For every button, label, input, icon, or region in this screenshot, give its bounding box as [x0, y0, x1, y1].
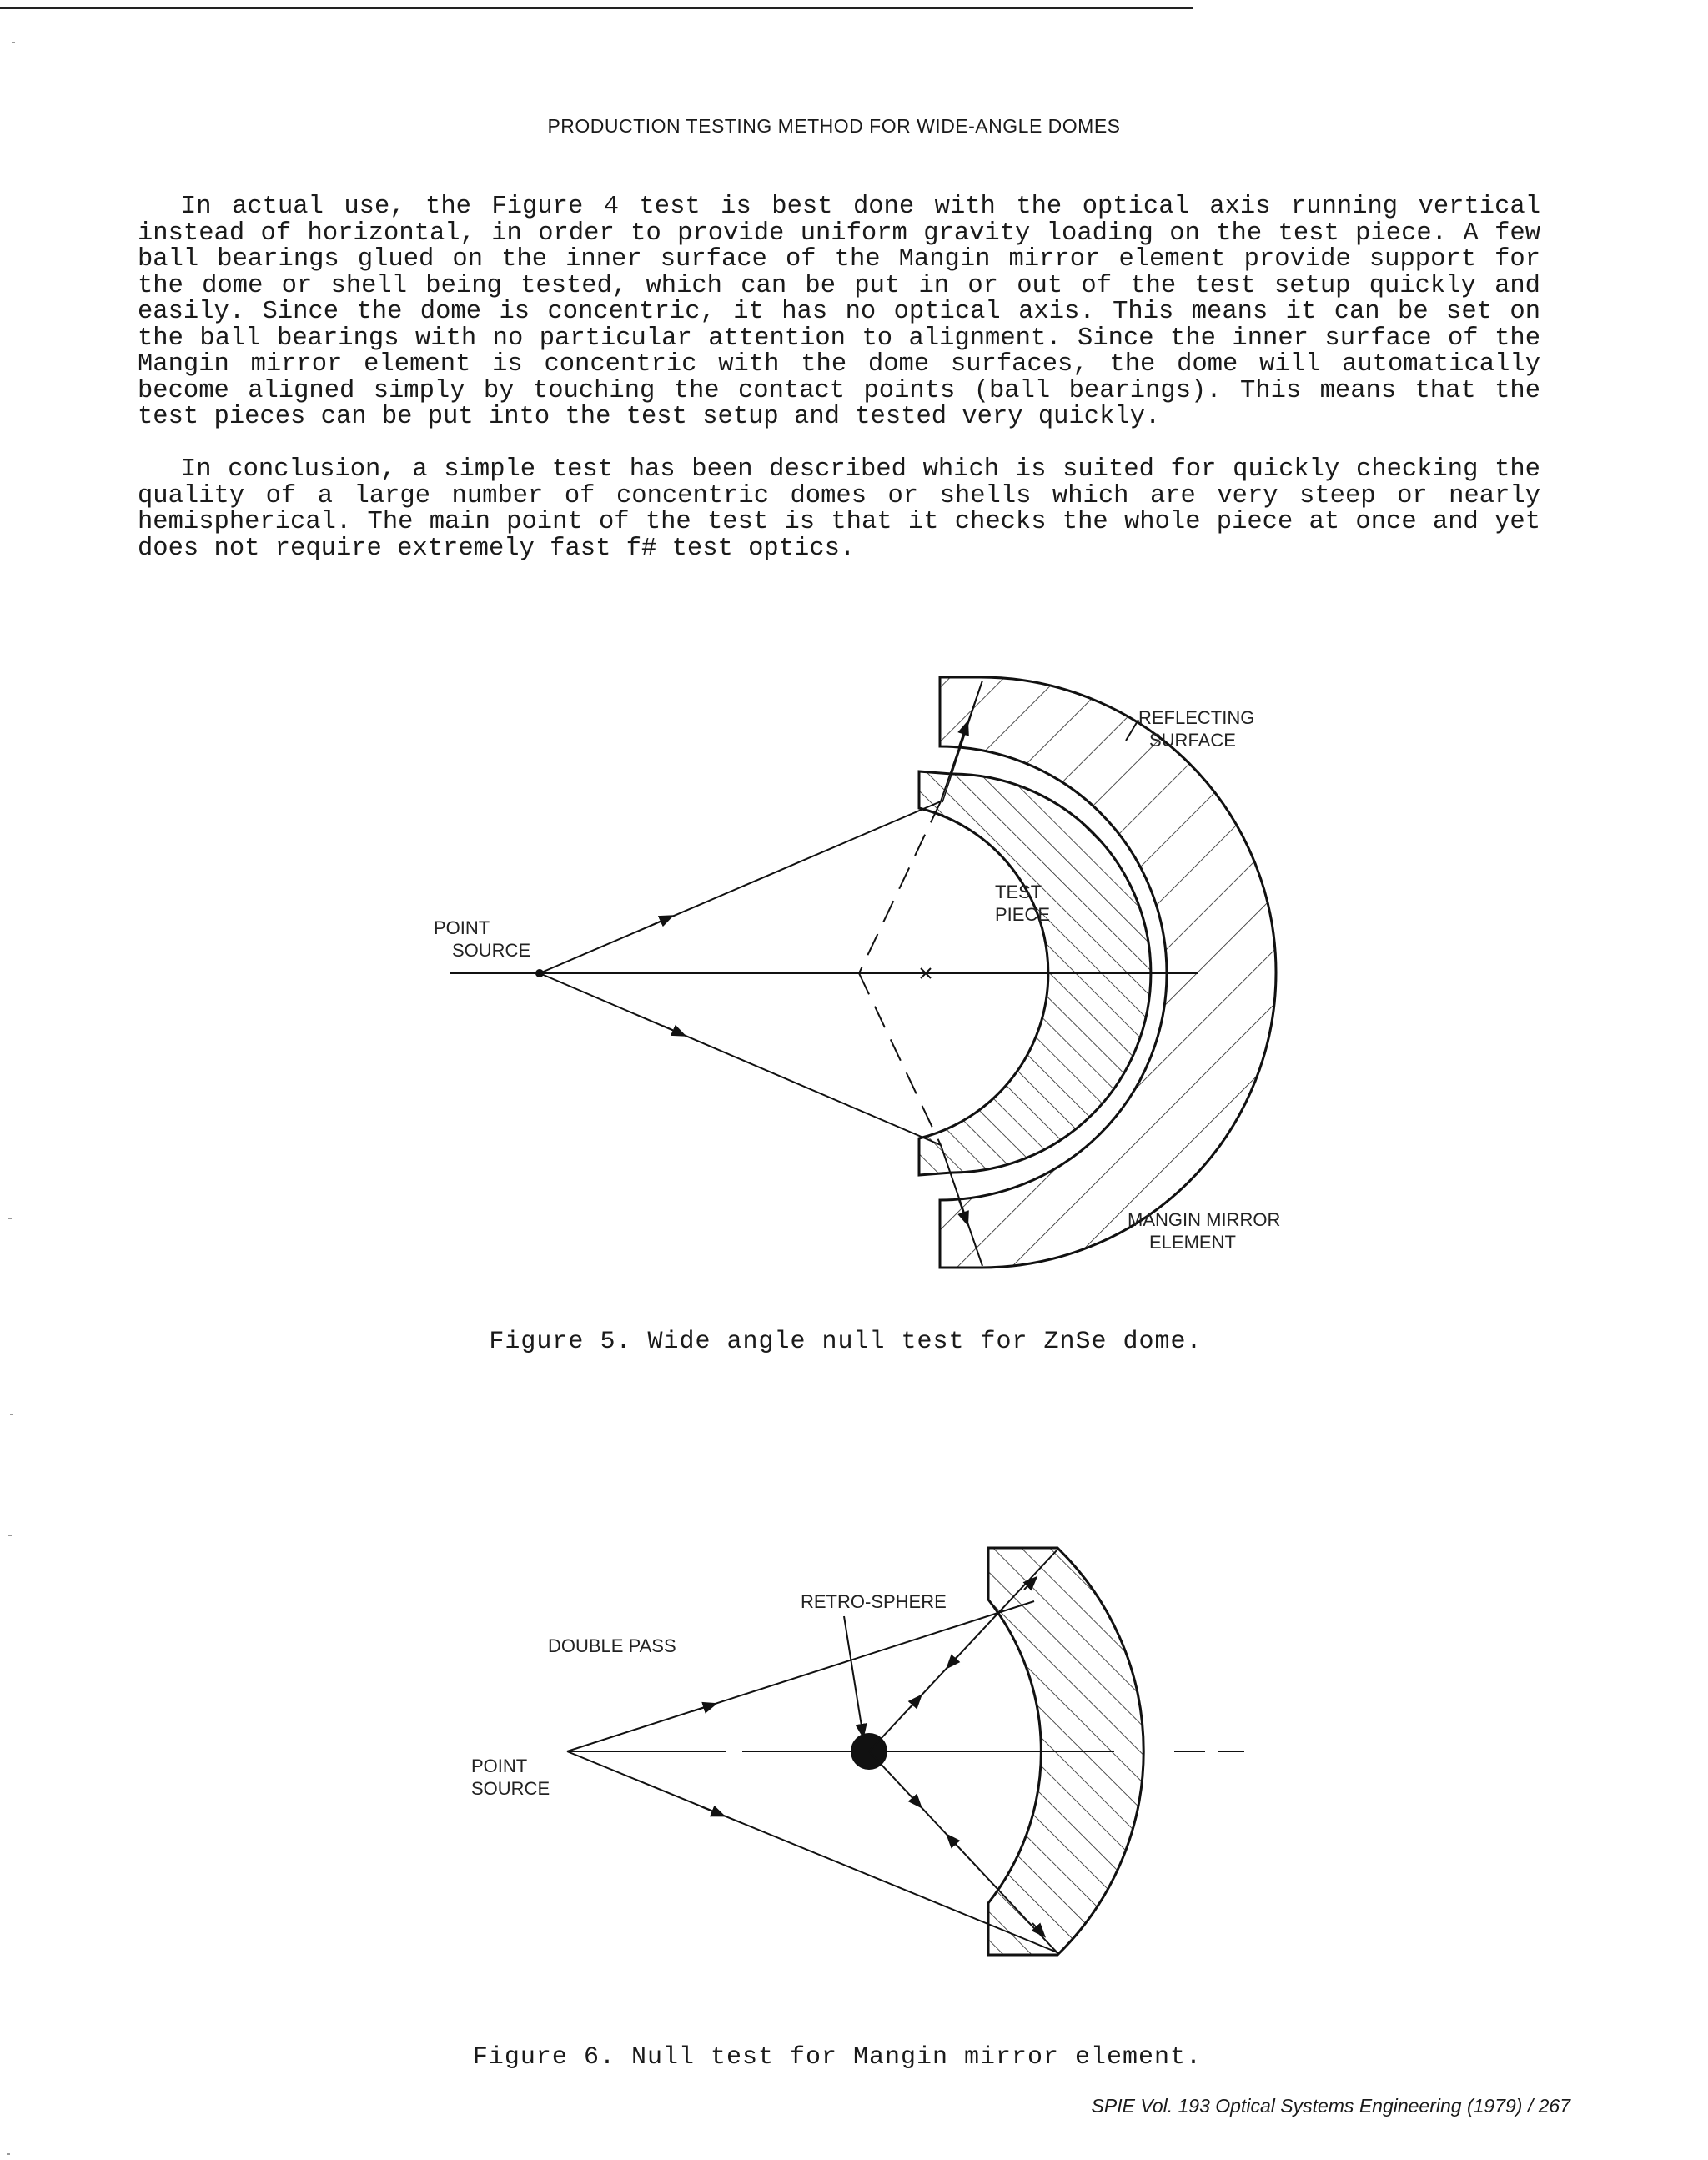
label-source: SOURCE [452, 940, 531, 961]
paragraph-2-text: In conclusion, a simple test has been described which is suited for quickly checking the quality of a large number of concentric domes or shells which are very steep or nearly hemispherical. The main point of the test is that it checks the whole piece at once and yet does not require extremely fast f# test optics. [138, 455, 1540, 563]
scan-speck [7, 2153, 10, 2155]
figure-5 [0, 651, 1708, 1368]
paragraph-1-text: In actual use, the Figure 4 test is best done with the optical axis running vertical instead of horizontal, in order to provide uniform gravity loading on the test piece. A few ball bearings glued on the inner surface of the Mangin mirror element provide support for the dome or shell being tested, which can be put in or out of the test setup quickly and easily. Since the dome is concentric, it has no optical axis. This means it can be set on the ball bearings with no particular attention to alignment. Since the inner surface of the Mangin mirror element is concentric with the dome surfaces, the dome will automatically become aligned simply by touching the contact points (ball bearings). This means that the test pieces can be put into the test setup and tested very quickly. [138, 193, 1540, 431]
label-point-6: POINT [471, 1756, 528, 1776]
ray-upper [540, 801, 941, 973]
figure-6-diagram [0, 1518, 1708, 2035]
figure-6 [0, 1518, 1708, 2035]
label-retro-sphere: RETRO-SPHERE [801, 1591, 947, 1612]
label-point: POINT [434, 917, 490, 938]
figure-5-caption: Figure 5. Wide angle null test for ZnSe dome. [489, 1328, 1203, 1356]
label-mangin: MANGIN MIRROR [1128, 1209, 1281, 1230]
paragraph-1 [138, 194, 1540, 431]
paragraph-2 [138, 457, 1540, 562]
label-test: TEST [995, 882, 1042, 902]
label-reflecting: REFLECTING [1138, 707, 1255, 728]
label-double-pass: DOUBLE PASS [548, 1635, 676, 1656]
dashed-return-lower [859, 973, 941, 1145]
top-rule [0, 7, 1193, 9]
label-piece: PIECE [995, 904, 1051, 925]
ray-lower [540, 973, 941, 1145]
label-element: ELEMENT [1149, 1232, 1236, 1253]
label-surface: SURFACE [1149, 730, 1236, 751]
scan-speck [8, 1535, 12, 1536]
figure-5-diagram [0, 651, 1708, 1368]
scan-speck [8, 1218, 12, 1219]
scan-speck [12, 42, 15, 43]
running-head: PRODUCTION TESTING METHOD FOR WIDE-ANGLE DOMES [547, 115, 1121, 137]
figure-6-caption: Figure 6. Null test for Mangin mirror element. [472, 2043, 1203, 2072]
label-source-6: SOURCE [471, 1778, 550, 1799]
scan-speck [10, 1414, 13, 1415]
page-footer: SPIE Vol. 193 Optical Systems Engineering (1979) / 267 [1091, 2095, 1570, 2117]
dashed-return-upper [859, 801, 941, 973]
